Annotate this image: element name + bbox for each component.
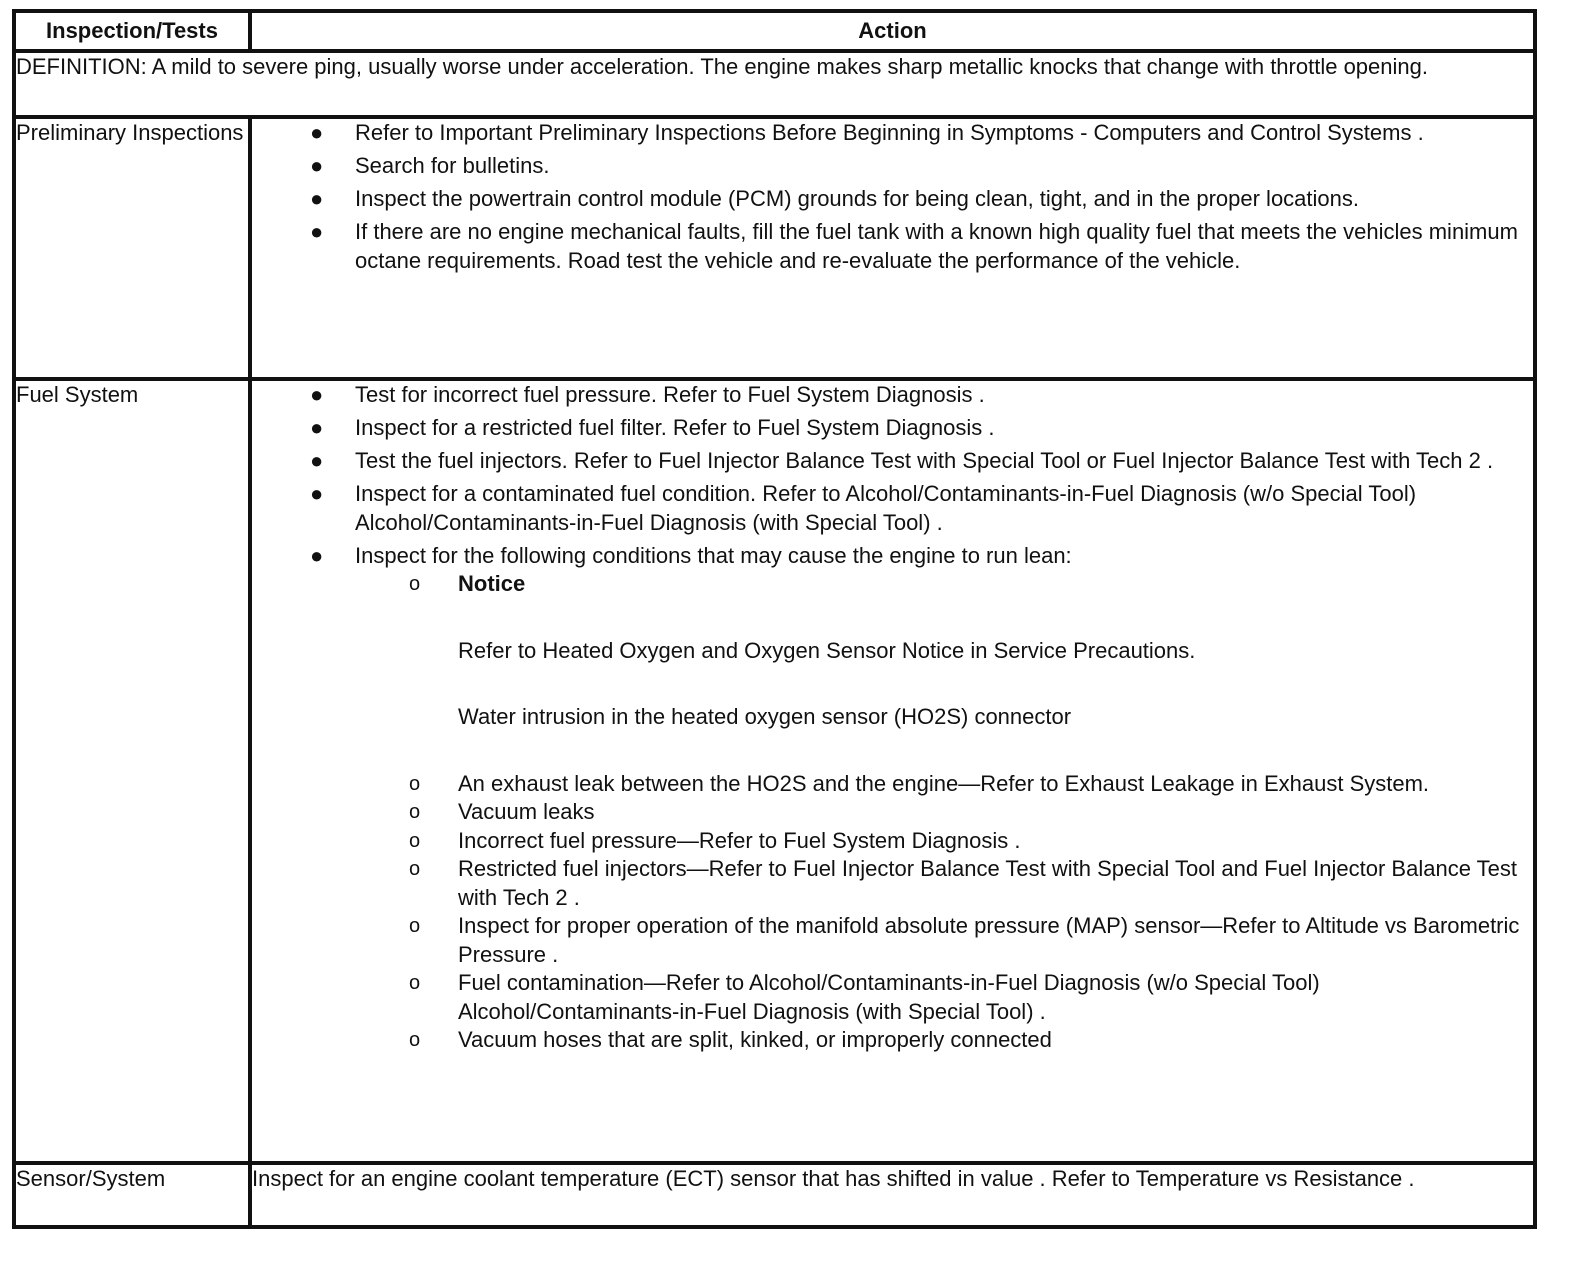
list-item: ● Inspect for the following conditions that may cause the engine to run lean: o Notice Refer to Heated Oxygen and Oxygen Sensor Notice in Service Precautions. Water intrusion in the heated oxygen sensor (HO2S) connector o An exhaust leak between the HO2S and the engine—Refer to Exhaust Leakage in Exhaust System. o Vacuum leaks o Incorrect fuel pressure—Refer to Fuel System Diagnosis . o Restricted fuel injectors—Refer to Fuel Injector Balance Test with Special Tool and Fuel Injector Balance Test with Tech 2 . o Inspect for proper operation of the manifold absolute pressure (MAP) sensor—Refer to Altitude vs Barometric Pressure . o Fuel contamination—Refer to Alcohol/Contaminants-in-Fuel Diagnosis (w/o Special Tool) Alcohol/Contaminants-in-Fuel Diagnosis (with Special Tool) . o Vacuum hoses that are split, kinked, or improperly connected	[252, 542, 1525, 1055]
header-action: Action	[250, 11, 1535, 51]
list-item: ● Inspect for a restricted fuel filter. Refer to Fuel System Diagnosis .	[252, 414, 1525, 443]
preliminary-row	[14, 117, 1535, 379]
sub-bullet-icon: o	[409, 829, 421, 852]
sub-bullet-icon: o	[409, 915, 421, 937]
list-item: ● If there are no engine mechanical faults, fill the fuel tank with a known high quality fuel that meets the vehicles minimum octane requirements. Road test the vehicle and re-evaluate the performance of the vehicle.	[310, 219, 1518, 273]
bullet-icon: ●	[310, 219, 324, 244]
header-inspection-tests: Inspection/Tests	[14, 11, 250, 51]
list-item: ● Inspect for a contaminated fuel condition. Refer to Alcohol/Contaminants-in-Fuel Diagnosis (w/o Special Tool) Alcohol/Contaminants-in-Fuel Diagnosis (with Special Tool) .	[310, 481, 1417, 535]
list-item: ● Refer to Important Preliminary Inspections Before Beginning in Symptoms - Computers and Control Systems .	[252, 119, 1525, 148]
bullet-icon: ●	[310, 481, 324, 506]
definition-text: DEFINITION: A mild to severe ping, usually worse under acceleration. The engine makes sharp metallic knocks that change with throttle opening.	[14, 51, 1535, 117]
sensor-system-row	[14, 1163, 1535, 1227]
preliminary-label: Preliminary Inspections	[14, 117, 250, 379]
sub-bullet-icon: o	[409, 972, 421, 994]
list-item: ● Test the fuel injectors. Refer to Fuel Injector Balance Test with Special Tool or Fuel Injector Balance Test with Tech 2 .	[252, 447, 1525, 476]
notice-item-text: Water intrusion in the heated oxygen sensor (HO2S) connector	[458, 704, 1072, 729]
preliminary-actions	[250, 117, 1535, 379]
list-item: o Vacuum leaks	[359, 798, 1525, 827]
list-item: o Vacuum hoses that are split, kinked, or improperly connected	[359, 1026, 1525, 1055]
notice-item	[359, 570, 1525, 732]
list-item: ● Test for incorrect fuel pressure. Refer to Fuel System Diagnosis .	[252, 381, 1525, 410]
bullet-icon: ●	[310, 186, 324, 211]
sensor-system-label: Sensor/System	[14, 1163, 250, 1227]
fuel-system-row	[14, 379, 1535, 1163]
list-item: o Inspect for proper operation of the manifold absolute pressure (MAP) sensor—Refer to Altitude vs Barometric Pressure .	[409, 913, 1520, 967]
sub-bullet-icon: o	[409, 573, 421, 595]
bullet-icon: ●	[310, 120, 324, 145]
list-item: o Fuel contamination—Refer to Alcohol/Contaminants-in-Fuel Diagnosis (w/o Special Tool) Alcohol/Contaminants-in-Fuel Diagnosis (with Special Tool) .	[409, 970, 1320, 1024]
bullet-icon: ●	[310, 153, 324, 178]
bullet-icon: ●	[310, 382, 324, 407]
notice-title: Notice	[458, 571, 526, 596]
list-item: o An exhaust leak between the HO2S and the engine—Refer to Exhaust Leakage in Exhaust System.	[359, 770, 1525, 799]
bullet-icon: ●	[310, 415, 324, 440]
header-row	[14, 11, 1535, 51]
bullet-icon: ●	[310, 448, 324, 473]
diagnostic-table	[12, 9, 1537, 1229]
fuel-system-label: Fuel System	[14, 379, 250, 1163]
list-item: o Incorrect fuel pressure—Refer to Fuel System Diagnosis .	[359, 827, 1525, 856]
sub-bullet-icon: o	[409, 772, 421, 795]
sub-bullet-icon: o	[409, 1029, 421, 1051]
notice-text: Refer to Heated Oxygen and Oxygen Sensor Notice in Service Precautions.	[458, 637, 1196, 663]
list-item: o Restricted fuel injectors—Refer to Fuel Injector Balance Test with Special Tool and Fuel Injector Balance Test with Tech 2 .	[409, 856, 1517, 910]
sensor-system-action: Inspect for an engine coolant temperature (ECT) sensor that has shifted in value . Refer to Temperature vs Resistance .	[250, 1163, 1535, 1227]
sub-bullet-icon: o	[409, 801, 421, 823]
list-item: ● Inspect the powertrain control module (PCM) grounds for being clean, tight, and in the proper locations.	[252, 185, 1525, 214]
lean-conditions-list	[359, 570, 1525, 1055]
definition-row	[14, 51, 1535, 117]
sub-bullet-icon: o	[409, 858, 421, 880]
preliminary-bullet-list	[252, 119, 1533, 275]
fuel-bullet-list	[252, 381, 1533, 1055]
fuel-system-actions	[250, 379, 1535, 1163]
bullet-icon: ●	[310, 542, 324, 568]
list-item: ● Search for bulletins.	[252, 152, 1525, 181]
